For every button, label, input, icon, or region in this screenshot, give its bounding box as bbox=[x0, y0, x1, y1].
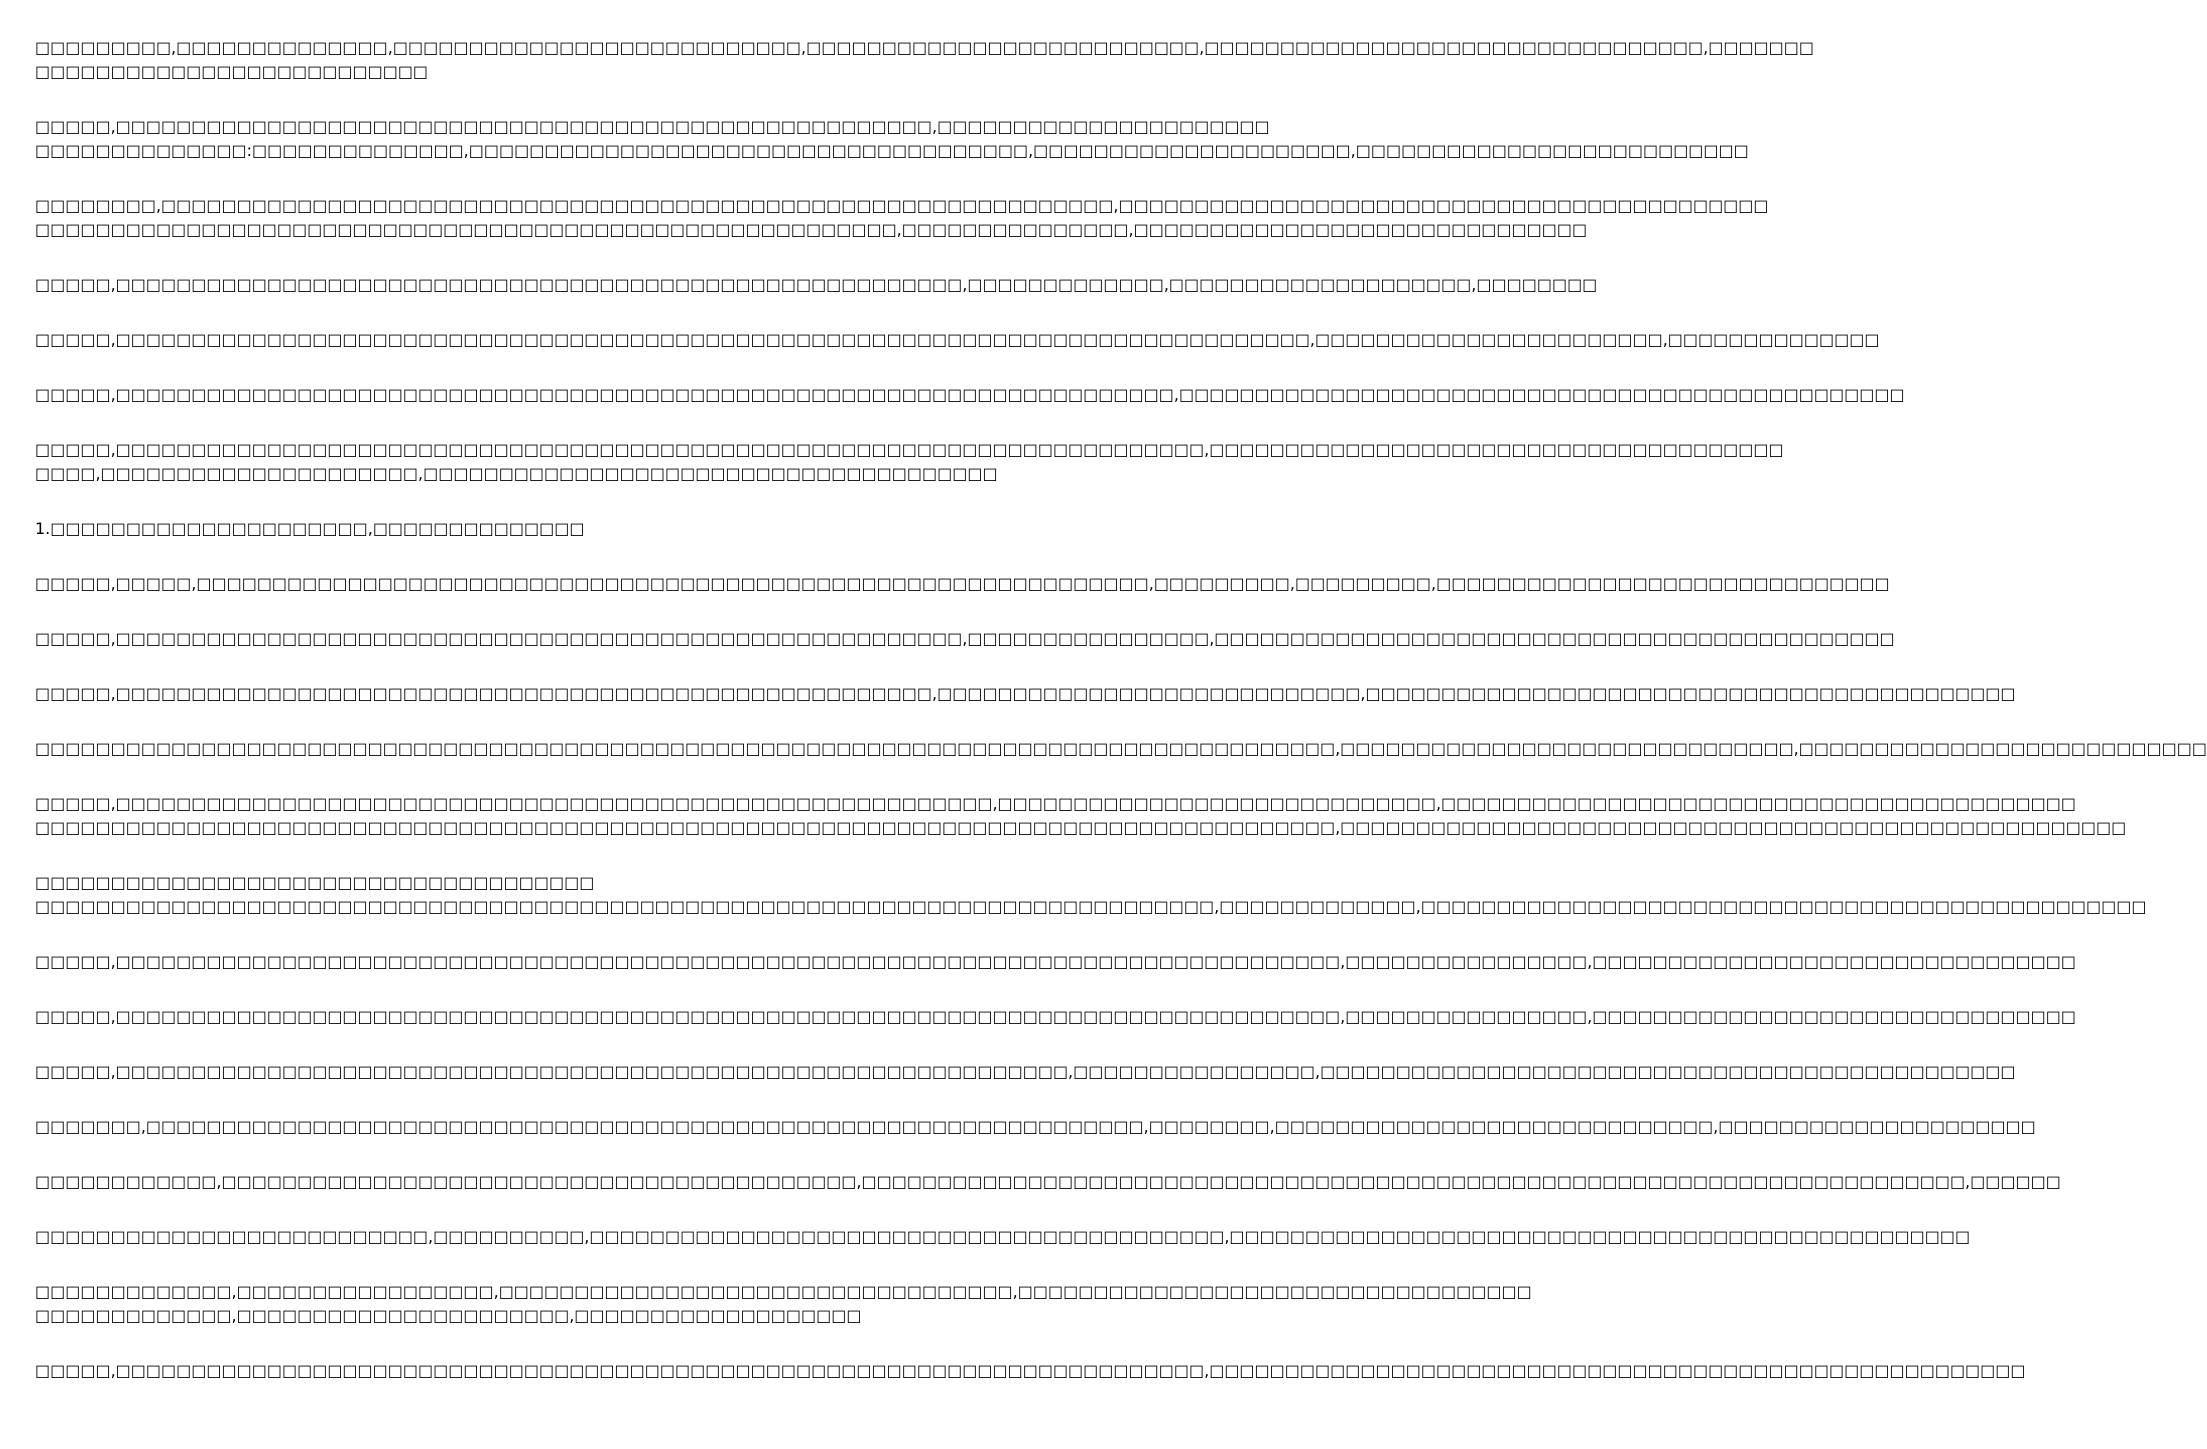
text-line: □□□□□,□□□□□□□□□□□□□□□□□□□□□□□□□□□□□□□□□□□□□□□□□□□□□□□□□□□□□□□□□□□□□□□□□□□□□□□□,□□□□□□□□□□□□□□□□□□□□□□□□□□□□□□□□□□□□□□□□□□□□□□□□□□□□□□ bbox=[35, 1361, 2026, 1380]
paragraph bbox=[35, 1280, 1532, 1328]
text-line: □□□□□□□□□□□□□□□□□□□□□□□□□□□□□□□□□□□□□ bbox=[35, 873, 595, 892]
paragraph bbox=[35, 1225, 1971, 1249]
text-line: □□□□,□□□□□□□□□□□□□□□□□□□□□,□□□□□□□□□□□□□□□□□□□□□□□□□□□□□□□□□□□□□□ bbox=[35, 464, 998, 483]
text-line: □□□□□,□□□□□□□□□□□□□□□□□□□□□□□□□□□□□□□□□□□□□□□□□□□□□□□□□□□□□□□□□□□□□□□□□□□□□□□□□□□□□□□□□,□□□□□□□□□□□□□□□□,□□□□□□□□□□□□□□□□□□□□□□□□□□□□□□□□ bbox=[35, 952, 2076, 971]
text-line: □□□□□□□□□□□□□□□□□□□□□□□□□□,□□□□□□□□□□,□□□□□□□□□□□□□□□□□□□□□□□□□□□□□□□□□□□□□□□□□□,□□□□□□□□□□□□□□□□□□□□□□□□□□□□□□□□□□□□□□□□□□□□□□□□□ bbox=[35, 1227, 1971, 1246]
text-line: 1.□□□□□□□□□□□□□□□□□□□□□,□□□□□□□□□□□□□□ bbox=[35, 519, 585, 538]
text-line: □□□□□□□□□□□□□□□□□□□□□□□□□□ bbox=[35, 62, 429, 81]
text-line: □□□□□,□□□□□□□□□□□□□□□□□□□□□□□□□□□□□□□□□□□□□□□□□□□□□□□□□□□□□□□□□□□□□□□□□□□□□□□□□□□□□□□□□,□□□□□□□□□□□□□□□□,□□□□□□□□□□□□□□□□□□□□□□□□□□□□□□□□ bbox=[35, 1007, 2076, 1026]
text-line: □□□□□,□□□□□□□□□□□□□□□□□□□□□□□□□□□□□□□□□□□□□□□□□□□□□□□□□□□□□□□□□□□□□□□,□□□□□□□□□□□□□□□□,□□□□□□□□□□□□□□□□□□□□□□□□□□□□□□□□□□□□□□□□□□□□□□ bbox=[35, 1062, 2016, 1081]
text-line: □□□□□□□□□,□□□□□□□□□□□□□□,□□□□□□□□□□□□□□□□□□□□□□□□□□□,□□□□□□□□□□□□□□□□□□□□□□□□□□,□□□□□□□□□□□□□□□□□□□□□□□□□□□□□□□□□,□□□□□□□ bbox=[35, 38, 1815, 57]
paragraph bbox=[35, 871, 2147, 919]
document-body bbox=[35, 36, 2207, 1414]
text-line: □□□□□,□□□□□□□□□□□□□□□□□□□□□□□□□□□□□□□□□□□□□□□□□□□□□□□□□□□□□□□□□□□□□□□□□□□□□□,□□□□□□□□□□□□□□□□□□□□□□□□□□□□□□□□□□□□□□□□□□□□□□□□ bbox=[35, 385, 1905, 404]
paragraph bbox=[35, 115, 1749, 163]
text-line: □□□□□,□□□□□□□□□□□□□□□□□□□□□□□□□□□□□□□□□□□□□□□□□□□□□□□□□□□□□□□□,□□□□□□□□□□□□□,□□□□□□□□□□□□□□□□□□□□,□□□□□□□□ bbox=[35, 275, 1598, 294]
paragraph bbox=[35, 328, 1880, 352]
text-line: □□□□□,□□□□□□□□□□□□□□□□□□□□□□□□□□□□□□□□□□□□□□□□□□□□□□□□□□□□□□□□□□□□□□□□□□□□□□□□,□□□□□□□□□□□□□□□□□□□□□□□□□□□□□□□□□□□□□□ bbox=[35, 440, 1784, 459]
paragraph bbox=[35, 1060, 2016, 1084]
paragraph bbox=[35, 273, 1598, 297]
text-line: □□□□□,□□□□□□□□□□□□□□□□□□□□□□□□□□□□□□□□□□□□□□□□□□□□□□□□□□□□□□□□□□,□□□□□□□□□□□□□□□□□□□□□□□□□□□□□,□□□□□□□□□□□□□□□□□□□□□□□□□□□□□□□□□□□□□□□□□□ bbox=[35, 794, 2076, 813]
paragraph bbox=[35, 36, 1815, 84]
text-line: □□□□□□□□□□□□□□□□□□□□□□□□□□□□□□□□□□□□□□□□□□□□□□□□□□□□□□□□□□□□□□□□□□□□□□□□□□□□□□□□□□□□□□,□□□□□□□□□□□□□□□□□□□□□□□□□□□□□□□□□□□□□□□□□□□□□□□□□□□□ bbox=[35, 818, 2127, 837]
paragraph bbox=[35, 792, 2127, 840]
text-line: □□□□□□□□□□□□□□:□□□□□□□□□□□□□□,□□□□□□□□□□□□□□□□□□□□□□□□□□□□□□□□□□□□□,□□□□□□□□□□□□□□□□□□□□□,□□□□□□□□□□□□□□□□□□□□□□□□□□ bbox=[35, 141, 1749, 160]
text-line: □□□□□,□□□□□□□□□□□□□□□□□□□□□□□□□□□□□□□□□□□□□□□□□□□□□□□□□□□□□□□□□□□□□□□□□□□□□□□□□□□□□□□,□□□□□□□□□□□□□□□□□□□□□□□,□□□□□□□□□□□□□□ bbox=[35, 330, 1880, 349]
paragraph bbox=[35, 1359, 2026, 1383]
paragraph bbox=[35, 1115, 2036, 1139]
paragraph bbox=[35, 682, 2016, 706]
text-line: □□□□□□□□□□□□□,□□□□□□□□□□□□□□□□□□□□□□,□□□□□□□□□□□□□□□□□□□ bbox=[35, 1306, 862, 1325]
text-line: □□□□□,□□□□□,□□□□□□□□□□□□□□□□□□□□□□□□□□□□□□□□□□□□□□□□□□□□□□□□□□□□□□□□□□□□□□□,□□□□□□□□□,□□□□□□□□□,□□□□□□□□□□□□□□□□□□□□□□□□□□□□□□ bbox=[35, 574, 1890, 593]
text-line: □□□□□□□□□□□□□□□□□□□□□□□□□□□□□□□□□□□□□□□□□□□□□□□□□□□□□□□□□,□□□□□□□□□□□□□□□,□□□□□□□□□□□□□□□□□□□□□□□□□□□□□□ bbox=[35, 220, 1588, 239]
paragraph bbox=[35, 1170, 2061, 1194]
paragraph bbox=[35, 950, 2076, 974]
text-line: □□□□□□□□□□□□□,□□□□□□□□□□□□□□□□□,□□□□□□□□□□□□□□□□□□□□□□□□□□□□□□□□□□,□□□□□□□□□□□□□□□□□□□□□□□□□□□□□□□□□□ bbox=[35, 1282, 1532, 1301]
paragraph bbox=[35, 737, 2207, 761]
text-line: □□□□□□□□□□□□□□□□□□□□□□□□□□□□□□□□□□□□□□□□□□□□□□□□□□□□□□□□□□□□□□□□□□□□□□□□□□□□□□□□□□□□□□,□□□□□□□□□□□□□□□□□□□□□□□□□□□□□□,□□□□□□□□□□□□□□□□□□□□□□□□□□□ bbox=[35, 739, 2207, 758]
text-line: □□□□□,□□□□□□□□□□□□□□□□□□□□□□□□□□□□□□□□□□□□□□□□□□□□□□□□□□□□□□,□□□□□□□□□□□□□□□□□□□□□□ bbox=[35, 117, 1270, 136]
paragraph bbox=[35, 627, 1895, 651]
paragraph bbox=[35, 1005, 2076, 1029]
paragraph bbox=[35, 517, 990, 541]
paragraph bbox=[35, 438, 1784, 486]
text-line: □□□□□,□□□□□□□□□□□□□□□□□□□□□□□□□□□□□□□□□□□□□□□□□□□□□□□□□□□□□□,□□□□□□□□□□□□□□□□□□□□□□□□□□□□,□□□□□□□□□□□□□□□□□□□□□□□□□□□□□□□□□□□□□□□□□□□ bbox=[35, 684, 2016, 703]
text-line: □□□□□□□□□□□□□□□□□□□□□□□□□□□□□□□□□□□□□□□□□□□□□□□□□□□□□□□□□□□□□□□□□□□□□□□□□□□□□□,□□□□□□□□□□□□□,□□□□□□□□□□□□□□□□□□□□□□□□□□□□□□□□□□□□□□□□□□□□□□□□ bbox=[35, 897, 2147, 916]
text-line: □□□□□□□□,□□□□□□□□□□□□□□□□□□□□□□□□□□□□□□□□□□□□□□□□□□□□□□□□□□□□□□□□□□□□□□□,□□□□□□□□□□□□□□□□□□□□□□□□□□□□□□□□□□□□□□□□□□□ bbox=[35, 196, 1769, 215]
paragraph bbox=[35, 383, 1905, 407]
text-line: □□□□□□□,□□□□□□□□□□□□□□□□□□□□□□□□□□□□□□□□□□□□□□□□□□□□□□□□□□□□□□□□□□□□□□□□□□,□□□□□□□□,□□□□□□□□□□□□□□□□□□□□□□□□□□□□□,□□□□□□□□□□□□□□□□□□□□□ bbox=[35, 1117, 2036, 1136]
paragraph bbox=[35, 572, 1890, 596]
text-line: □□□□□□□□□□□□,□□□□□□□□□□□□□□□□□□□□□□□□□□□□□□□□□□□□□□□□□□,□□□□□□□□□□□□□□□□□□□□□□□□□□□□□□□□□□□□□□□□□□□□□□□□□□□□□□□□□□□□□□□□□□□□□□□□□,□□□□□□ bbox=[35, 1172, 2061, 1191]
paragraph bbox=[35, 194, 1769, 242]
text-line: □□□□□,□□□□□□□□□□□□□□□□□□□□□□□□□□□□□□□□□□□□□□□□□□□□□□□□□□□□□□□□,□□□□□□□□□□□□□□□□,□□□□□□□□□□□□□□□□□□□□□□□□□□□□□□□□□□□□□□□□□□□□□ bbox=[35, 629, 1895, 648]
